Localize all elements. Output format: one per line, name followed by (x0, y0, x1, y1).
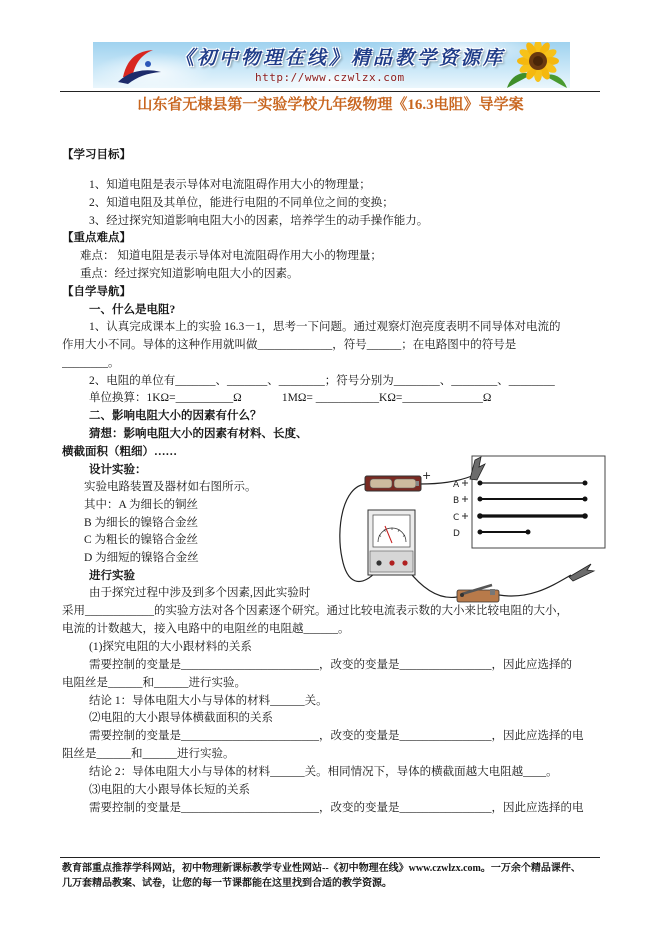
alligator-clip-bottom (569, 564, 594, 581)
page-title: 山东省无棣县第一实验学校九年级物理《16.3电阻》导学案 (137, 97, 524, 113)
area-conclusion: 结论 2：导体电阻大小与导体的材料______关。相同情况下，导体的横截面越大电阻越____。 (89, 766, 558, 778)
design-line: D 为细短的镍铬合金丝 (84, 552, 199, 564)
banner-title: 《初中物理在线》精品教学资源库 (175, 47, 506, 69)
resistance-board (472, 456, 605, 548)
difficulty-text: 难点： 知道电阻是表示导体对电流阻碍作用大小的物理量； (80, 250, 382, 262)
ammeter (368, 510, 415, 575)
section-heading-key-points: 【重点难点】 (62, 232, 131, 244)
section-heading-guide: 【自学导航】 (62, 286, 131, 298)
procedure-line: 由于探究过程中涉及到多个因素,因此实验时 (89, 587, 311, 599)
material-line: 需要控制的变量是________________________，改变的变量是________________，因此应选择的 (89, 659, 572, 671)
material-line: 电阻丝是______和______进行实验。 (62, 677, 246, 689)
footer-text: 几万套精品教案、试卷，让您的每一节课都能在这里找到合适的教学资源。 (62, 878, 392, 889)
banner-url: http://www.czwlzx.com (255, 71, 405, 84)
connecting-wire (499, 575, 571, 596)
battery (365, 476, 421, 491)
terminal-icon (462, 480, 468, 519)
focus-text: 重点：经过探究知道影响电阻大小的因素。 (80, 268, 299, 280)
header-rule (60, 91, 600, 92)
part1-line: ________。 (62, 357, 120, 369)
goal-item: 3、经过探究知道影响电阻大小的因素，培养学生的动手操作能力。 (89, 215, 429, 227)
area-line: 需要控制的变量是________________________，改变的变量是________________，因此应选择的电 (89, 730, 584, 742)
guess-line: 猜想：影响电阻大小的因素有材料、长度、 (89, 428, 308, 440)
wire-label-c: C (453, 513, 460, 523)
procedure-line: 采用____________的实验方法对各个因素逐个研究。通过比较电流表示数的大小来比较电阻的大小， (62, 605, 568, 617)
sunflower-icon (501, 42, 570, 88)
design-heading: 设计实验： (89, 464, 147, 476)
part2-heading: 二、影响电阻大小的因素有什么？ (89, 410, 262, 422)
switch (457, 585, 499, 602)
length-heading: ⑶电阻的大小跟导体长短的关系 (89, 784, 250, 796)
footer-text: 教育部重点推荐学科网站，初中物理新课标教学专业性网站--《初中物理在线》www.czwlzx.com。一万余个精品课件、 (62, 863, 581, 874)
design-line: C 为粗长的镍铬合金丝 (84, 534, 199, 546)
part1-heading: 一、什么是电阻? (89, 304, 176, 316)
design-line: B 为细长的镍铬合金丝 (84, 517, 199, 529)
wire-label-a: A (453, 480, 460, 490)
goal-item: 2、知道电阻及其单位，能进行电阻的不同单位之间的变换； (89, 197, 394, 209)
battery-plus-sign: + (422, 469, 432, 482)
wire-label-b: B (453, 496, 460, 506)
circuit-diagram (330, 438, 615, 610)
material-heading: (1)探究电阻的大小跟材料的关系 (89, 641, 252, 653)
guess-line: 横截面积（粗细）…… (62, 446, 177, 458)
procedure-line: 电流的计数越大，接入电路中的电阻丝的电阻越______。 (62, 623, 350, 635)
part1-line: 1、认真完成课本上的实验 16.3－1，思考一下问题。通过观察灯泡亮度表明不同导体对电流的 (89, 321, 561, 333)
site-banner (93, 42, 570, 88)
material-conclusion: 结论 1：导体电阻大小与导体的材料______关。 (89, 695, 328, 707)
procedure-heading: 进行实验 (89, 570, 135, 582)
site-logo-icon (115, 47, 163, 85)
section-heading-goals: 【学习目标】 (62, 149, 131, 161)
goal-item: 1、知道电阻是表示导体对电流阻碍作用大小的物理量； (89, 179, 371, 191)
wire-label-d: D (453, 529, 460, 539)
area-line: 阻丝是______和______进行实验。 (62, 748, 235, 760)
part1-line: 作用大小不同。导体的这种作用就叫做_____________，符号______；在电路图中的符号是 (62, 339, 517, 351)
design-line: 其中：A 为细长的铜丝 (84, 499, 199, 511)
length-line: 需要控制的变量是________________________，改变的变量是________________，因此应选择的电 (89, 802, 584, 814)
unit-conversion-line: 单位换算：1KΩ=__________Ω 1MΩ= ___________KΩ=______________Ω (89, 392, 492, 404)
design-line: 实验电路装置及器材如右图所示。 (84, 481, 257, 493)
footer-rule (60, 857, 600, 858)
area-heading: ⑵电阻的大小跟导体横截面积的关系 (89, 712, 273, 724)
part1-line: 2、电阻的单位有_______、_______、________；符号分别为________、________、________ (89, 375, 555, 387)
